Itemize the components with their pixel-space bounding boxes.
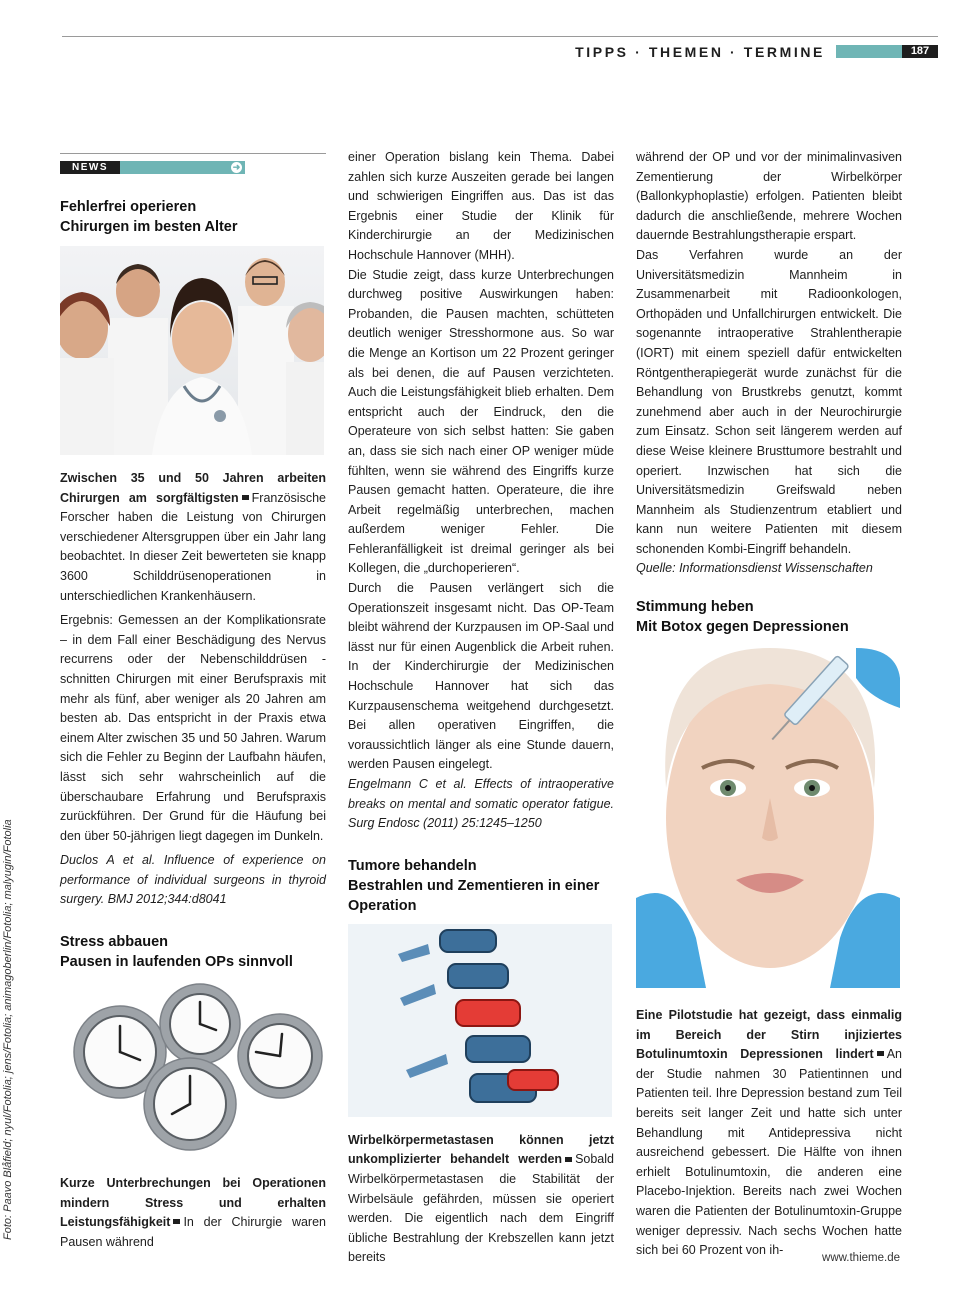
article4-lead: Eine Pilotstudie hat gezeigt, dass einmalig im Bereich der Stirn injiziertes Botulinumtoxin Depressionen lindert [636,1008,902,1062]
news-tag [60,161,326,174]
clocks-photo [60,982,324,1158]
arrow-right-icon: ➜ [232,162,241,172]
article1-lead: Zwischen 35 und 50 Jahren arbeiten Chirurgen am sorgfältigsten [60,471,326,505]
footer-url[interactable]: www.thieme.de [822,1252,900,1264]
news-rule [60,153,326,154]
article1-paragraph-1: Französische Forscher haben die Leistung von Chirurgen verschiedener Altersgruppen über ein Jahr lang beobachtet. In dieser Zeit bewerteten sie knapp 3600 Schilddrüsenoperationen in unterschiedlichen Krankenhäusern. [60,490,326,603]
article2-subtitle: Pausen in laufenden OPs sinnvoll [60,954,293,971]
photo-credit: Foto: Paavo Blåfield; nyul/Fotolia; jens/Fotolia; animagoberlin/Fotolia; malyugin/Fotolia [2,819,14,1240]
article4-subtitle: Mit Botox gegen Depressionen [636,619,849,636]
article2-paragraph-1-start: In der Chirurgie waren Pausen während [60,1215,326,1249]
column-2 [348,148,614,1268]
article1-subtitle: Chirurgen im besten Alter [60,219,238,235]
article2-paragraph-1-cont: einer Operation bislang kein Thema. Dabei zahlen sich kurze Auszeiten gerade bei langen und schwierigen Eingriffen aus. Das ist das Ergebnis einer Studie der Klinik für Kinderchirurgie an der Medizinischen Hochschule Hannover (MHH). [348,150,614,262]
article1-body [60,469,326,606]
bullet-square-icon [877,1051,884,1056]
article4-paragraph-1: An der Studie nahmen 30 Patientinnen und Patienten teil. Ihre Depression bestand zum Teil bereits seit langer Zeit und hatte sich unter Behandlung mit Antidepressiva nicht ausreichend gebessert. Die Hälfte von ihnen erhielt Botulinumtoxin, die anderen eine Placebo-Injektion. Bereits nach zwei Wochen waren die Patienten der Botulinumtoxin-Gruppe weniger depressiv. Nach sechs Wochen hatte sich bei 60 Prozent von ih- [636,1047,902,1258]
article3-lead: Wirbelkörpermetastasen können jetzt unkomplizierter behandelt werden [348,1132,614,1167]
page-number: 187 [902,45,938,58]
header-rule [62,36,938,37]
bullet-square-icon [242,495,249,500]
article2-lead: Kurze Unterbrechungen bei Operationen mindern Stress und erhalten Leistungsfähigkeit [60,1176,326,1230]
article2-paragraph-2: Die Studie zeigt, dass kurze Unterbrechungen durchweg positive Auswirkungen haben: Probanden, die Pausen machten, schütteten deutlich weniger Stresshormone aus. So war die Menge an Kortison um 22 Prozent geringer als bei denen, die auf Pausen verzichteten. Auch die Leistungsfähigkeit blieb erhalten. Dem entspricht auch der Eindruck, den die Operateure von sich selbst hatten: Sie gaben an, dass sie sich nach einer OP weniger müde fühlten, wenn sie während des Eingriffs kurze Pausen gemacht hatten. Operateure, die ihre Arbeit regelmäßig unterbrechen, machen außerdem weniger Fehler. Die Fehleranfälligkeit ist dreimal geringer als bei Kollegen, die „durchoperieren“. [348,267,614,576]
article3-title: Tumore behandeln [348,857,477,874]
doctors-photo [60,246,324,455]
article4-title: Stimmung heben [636,599,754,616]
spine-xray-image [348,924,612,1117]
article1-citation: Duclos A et al. Influence of experience on performance of individual surgeons in thyroid surgery. BMJ 2012;344:d8041 [60,853,326,907]
news-bar [120,161,245,174]
header-accent-bar [836,45,902,58]
article3-paragraph-1-start: Sobald Wirbelkörpermetastasen die Stabilität der Wirbelsäule gefährden, müssen sie operiert werden. Die eigentlich nach dem Eingriff übliche Bestrahlung der Krebszellen kann jetzt bereits [348,1152,614,1265]
section-title: TIPPS · THEMEN · TERMINE [575,44,825,60]
article3-subtitle: Bestrahlen und Zementieren in einer Operation [348,877,600,914]
article1-paragraph-2: Ergebnis: Gemessen an der Komplikationsrate – in dem Fall einer Beschädigung des Nervus recurrens oder der Nebenschilddrüsen - schnitten Chirurgen mit einer Berufspraxis mit mehr als fünf, aber weniger als 20 Jahren am besten ab. Das entspricht in der Praxis etwa einem Alter zwischen 35 und 50 Jahren. Warum sich die Fehler zu Beginn der Laufbahn häufen, lässt sich sehr wahrscheinlich auf die überschaubare Erfahrung und Berufspraxis zurückführen. Der Grund für die Häufung bei den über 50-jährigen liegt dagegen im Dunkeln. [60,613,326,843]
column-1 [60,148,326,1252]
article4-body [636,1006,902,1261]
bullet-square-icon [565,1157,572,1162]
article2-body-start [60,1174,326,1252]
botox-face-photo [636,648,900,988]
news-label: NEWS [60,161,120,174]
bullet-square-icon [173,1219,180,1224]
article3-body-start [348,1131,614,1268]
column-3 [636,148,902,1261]
article2-citation: Engelmann C et al. Effects of intraoperative breaks on mental and somatic operator fatigue. Surg Endosc (2011) 25:1245–1250 [348,777,614,831]
article2-title: Stress abbauen [60,934,168,951]
article3-paragraph-1-cont: während der OP und vor der minimalinvasiven Zementierung der Wirbelkörper (Ballonkyphoplastie) erfolgen. Patienten bleibt dadurch die anschließende, mehrere Wochen dauernde Bestrahlungstherapie erspart. [636,150,902,243]
article2-paragraph-3: Durch die Pausen verlängert sich die Operationszeit insgesamt nicht. Das OP-Team bleibt während der Kurzpausen im OP-Saal und lässt nur für einen Augenblick die Arbeit ruhen. In der Kinderchirurgie der Medizinischen Hochschule Hannover hat sich das Kurzpausenschema weitgehend durchgesetzt. Bei allen operativen Eingriffen, die voraussichtlich länger als eine Stunde dauern, werden Pausen eingelegt. [348,581,614,772]
article1-title: Fehlerfrei operieren [60,199,197,215]
article3-citation: Quelle: Informationsdienst Wissenschaften [636,561,873,576]
article3-paragraph-2: Das Verfahren wurde an der Universitätsmedizin Mannheim in Zusammenarbeit mit Radioonkologen, Orthopäden und Unfallchirurgen entwickelt. Die sogenannte intraoperative Strahlentherapie (IORT) mit einem speziell dafür entwickelten Röntgentherapiegerät wurde zunächst für die Behandlung von Brustkrebs genutzt, kommt zunehmend aber auch in der Neurochirurgie zum Einsatz. Schon seit längerem werden auf diese Weise kleinere Brusttumore bestrahlt und operiert. Inzwischen hat sich die Universitätsmedizin Greifswald neben Mannheim als Studienzentrum etabliert und kann nun weitere Patienten mit diesem schonenden Kombi-Eingriff behandeln. [636,247,902,556]
